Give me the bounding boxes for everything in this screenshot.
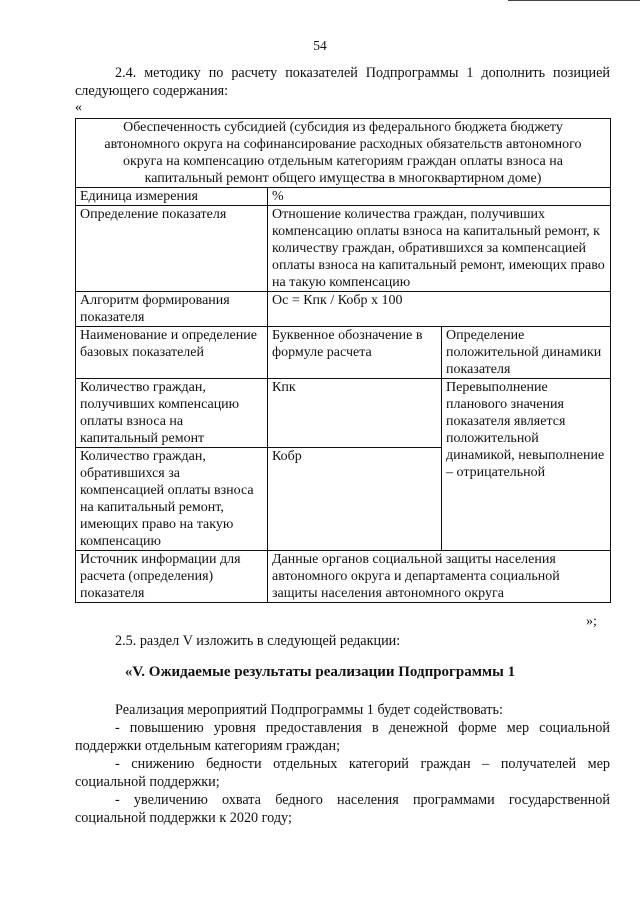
unit-label: Единица измерения [76,188,268,206]
dynamics-column-label: Определение положительной динамики показателя [442,327,611,379]
opening-quote: « [75,100,82,115]
page-number: 54 [313,38,327,53]
list-item: - увеличению охвата бедного населения программами государственной социальной поддержки к 2020 году; [75,792,610,826]
table-row [76,551,611,603]
list-item: - повышению уровня предоставления в денежной форме мер социальной поддержки отдельным категориям граждан; [75,720,610,754]
source-label: Источник информации для расчета (определения) показателя [76,551,268,603]
table-row [76,379,611,448]
closing-quote: »; [586,614,597,629]
top-edge-line [508,0,640,1]
results-list [75,719,610,827]
base-indicators-label: Наименование и определение базовых показателей [76,327,268,379]
base-indicator-2-symbol: Кобр [268,448,442,551]
dynamics-definition: Перевыполнение планового значения показателя является положительной динамикой, невыполнение – отрицательной [442,379,611,551]
base-indicator-1-symbol: Кпк [268,379,442,448]
unit-value: % [268,188,611,206]
section-heading: «V. Ожидаемые результаты реализации Подпрограммы 1 [124,664,516,680]
results-intro: Реализация мероприятий Подпрограммы 1 будет содействовать: [115,702,503,718]
algorithm-label: Алгоритм формирования показателя [76,292,268,327]
table-row [76,206,611,292]
table-row [76,327,611,379]
algorithm-value: Ос = Кпк / Кобр х 100 [268,292,611,327]
symbol-column-label: Буквенное обозначение в формуле расчета [268,327,442,379]
list-item: - снижению бедности отдельных категорий граждан – получателей мер социальной поддержки; [75,756,610,790]
definition-value: Отношение количества граждан, получивших компенсацию оплаты взноса на капитальный ремонт, к количеству граждан, обратившихся за компенсацией оплаты взноса на капитальный ремонт, имеющих право на такую компенсацию [268,206,611,292]
base-indicator-1-name: Количество граждан, получивших компенсацию оплаты взноса на капитальный ремонт [76,379,268,448]
definition-label: Определение показателя [76,206,268,292]
base-indicator-2-name: Количество граждан, обратившихся за компенсацией оплаты взноса на капитальный ремонт, имеющих право на такую компенсацию [76,448,268,551]
section-2-5-paragraph: 2.5. раздел V изложить в следующей редакции: [115,633,401,649]
table-row [76,292,611,327]
indicator-table [75,118,611,603]
source-value: Данные органов социальной защиты населения автономного округа и департамента социальной защиты населения автономного округа [268,551,611,603]
table-row [76,188,611,206]
intro-paragraph: 2.4. методику по расчету показателей Подпрограммы 1 дополнить позицией следующего содержания: [75,65,610,99]
indicator-title: Обеспеченность субсидией (субсидия из федерального бюджета бюджету автономного округа на софинансирование расходных обязательств автономного округа на компенсацию отдельным категориям граждан оплаты взноса на капитальный ремонт общего имущества в многоквартирном доме) [76,119,611,188]
table-header-row [76,119,611,188]
